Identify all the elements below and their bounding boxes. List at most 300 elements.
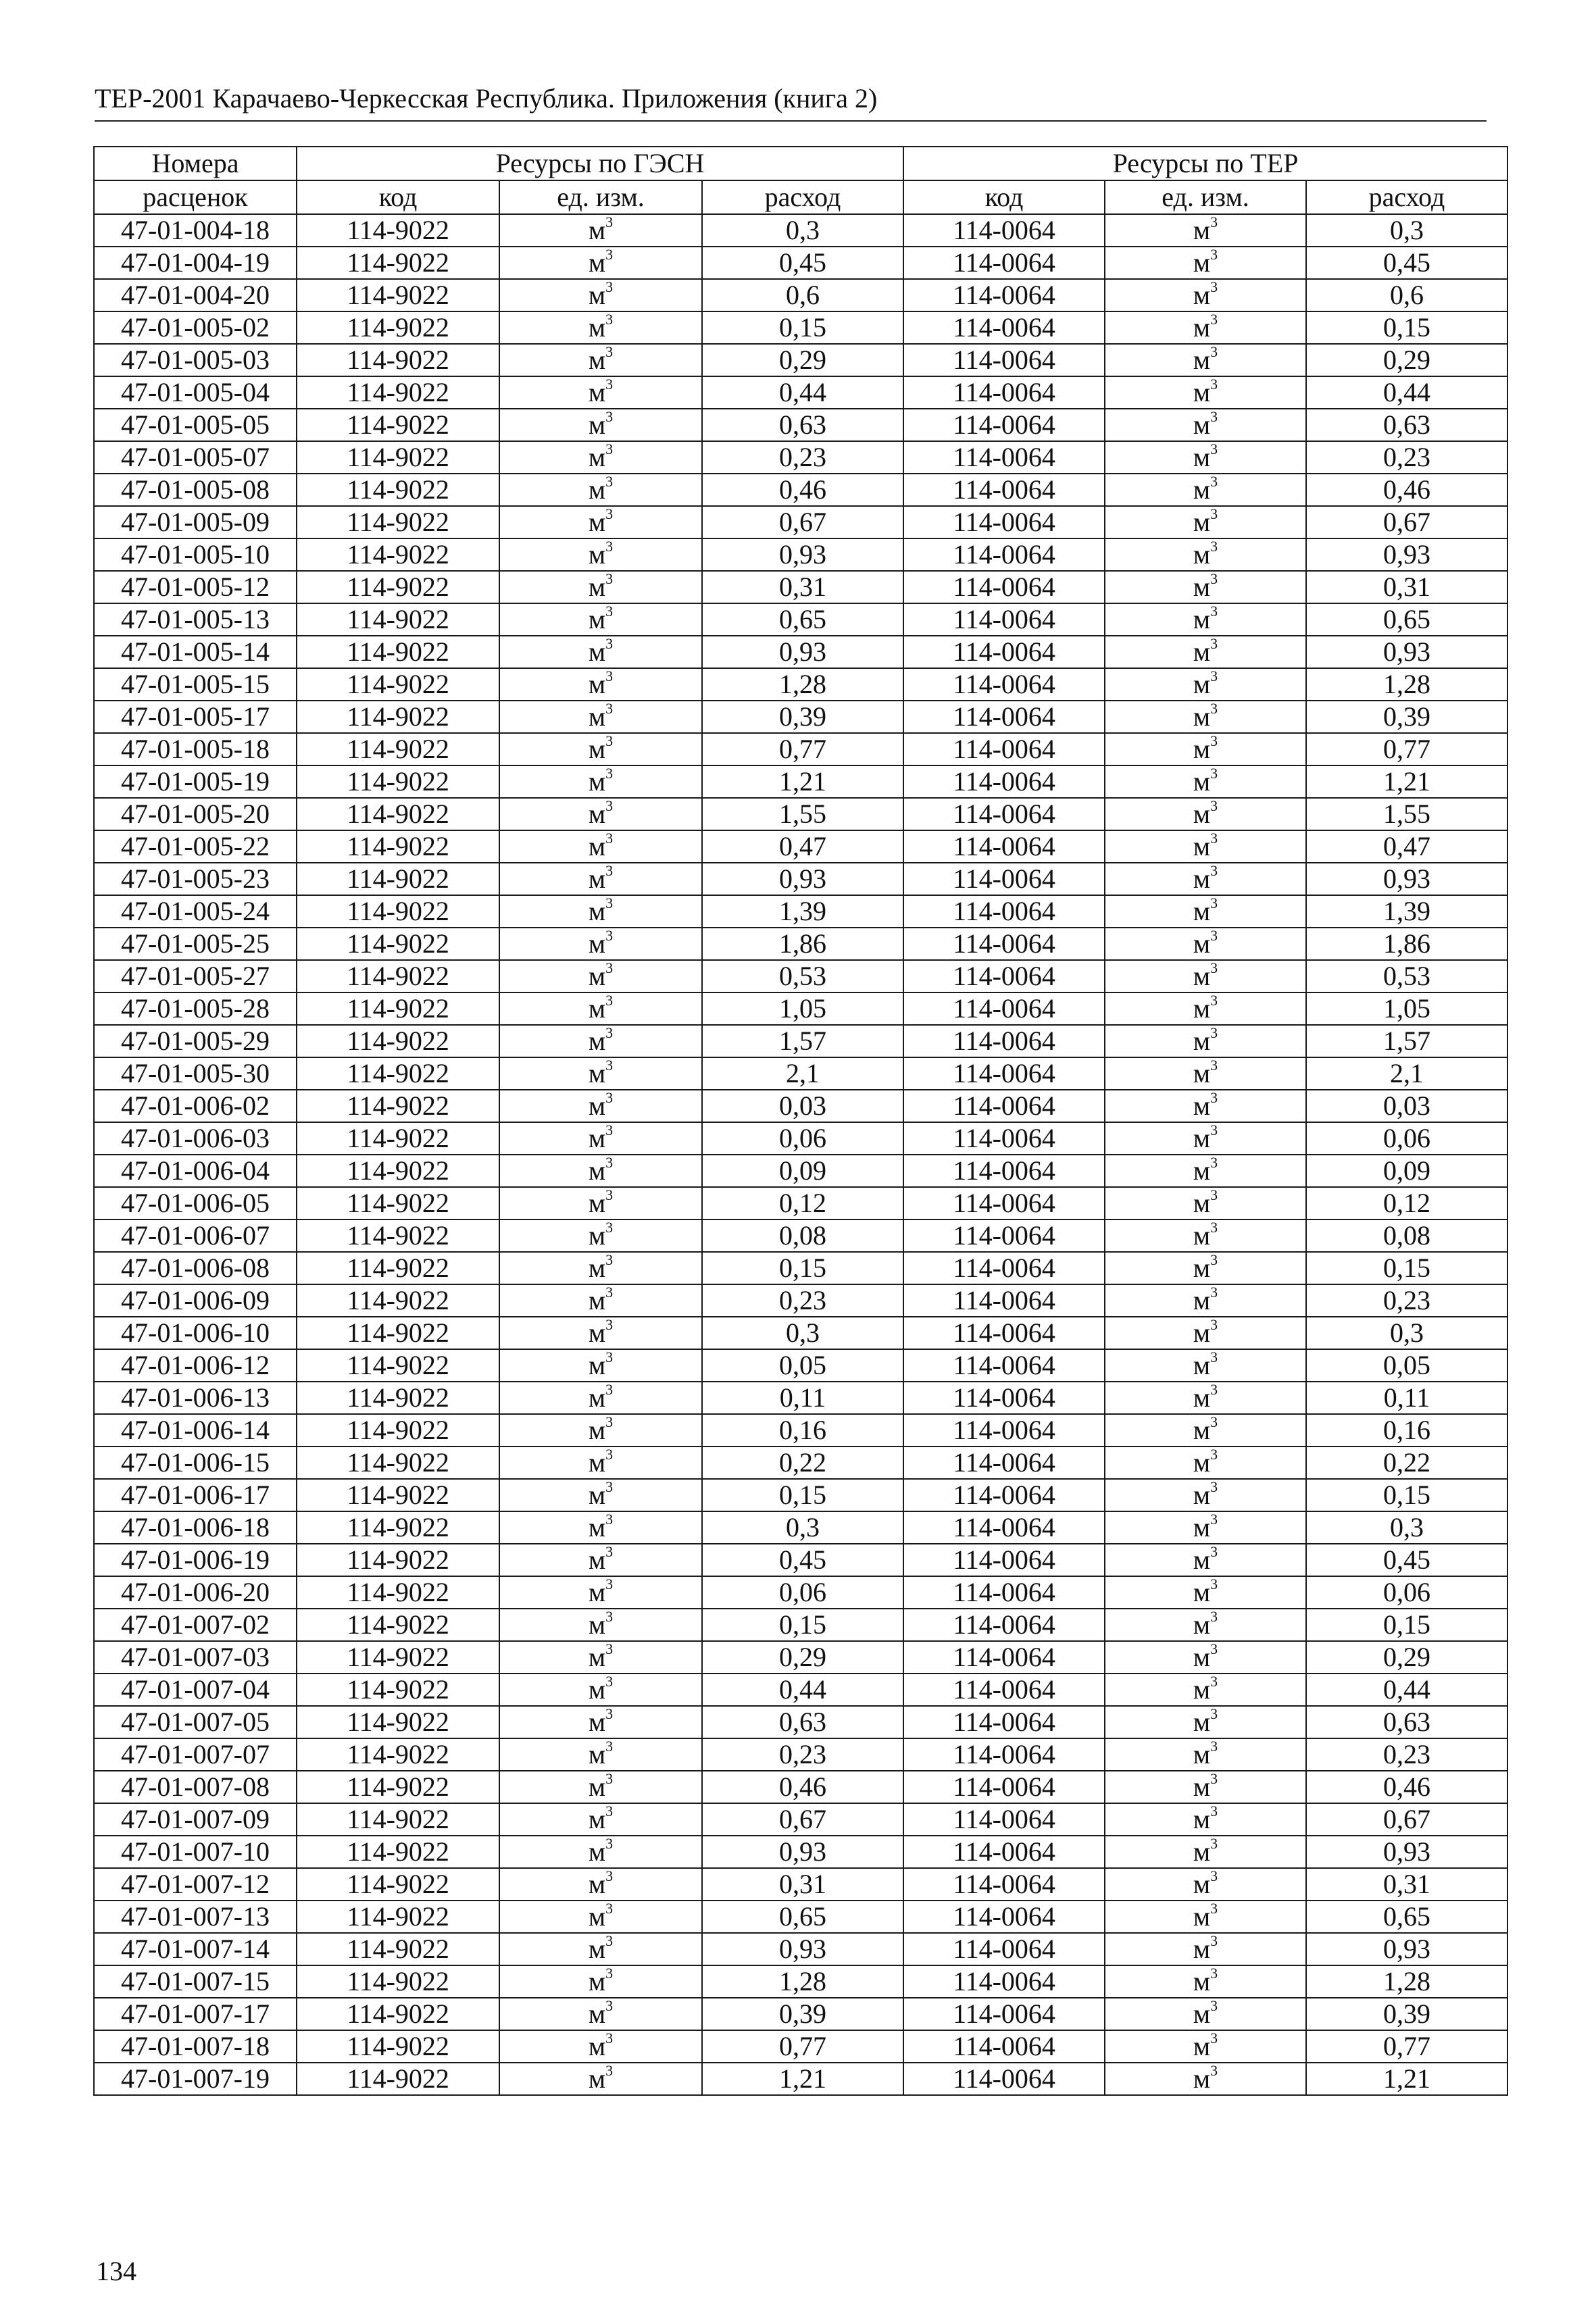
unit-exponent: 3 <box>605 960 614 976</box>
table-body <box>94 214 1507 2095</box>
gesn-code-cell: 114-9022 <box>297 668 499 701</box>
unit-base: м <box>1193 1642 1211 1672</box>
unit-exponent: 3 <box>605 928 614 944</box>
ter-qty-cell: 0,12 <box>1306 1187 1507 1219</box>
unit-exponent: 3 <box>1210 279 1218 295</box>
gesn-unit-cell <box>499 311 702 344</box>
rate-number-cell: 47-01-004-19 <box>94 247 297 279</box>
ter-code-cell: 114-0064 <box>903 214 1105 247</box>
unit-exponent: 3 <box>1210 571 1218 587</box>
ter-qty-cell: 0,44 <box>1306 1674 1507 1706</box>
ter-qty-cell: 0,6 <box>1306 279 1507 311</box>
gesn-unit-cell <box>499 830 702 863</box>
gesn-unit-cell <box>499 765 702 798</box>
unit-base: м <box>588 1155 606 1186</box>
gesn-qty-cell: 0,15 <box>702 1479 903 1511</box>
gesn-code-cell: 114-9022 <box>297 214 499 247</box>
ter-qty-cell: 0,93 <box>1306 538 1507 571</box>
unit-exponent: 3 <box>605 636 614 652</box>
gesn-code-cell: 114-9022 <box>297 1187 499 1219</box>
gesn-qty-cell: 0,06 <box>702 1122 903 1155</box>
gesn-code-cell: 114-9022 <box>297 1836 499 1868</box>
table-row <box>94 1609 1507 1641</box>
gesn-code-cell: 114-9022 <box>297 344 499 376</box>
gesn-qty-cell: 0,08 <box>702 1219 903 1252</box>
rate-number-cell: 47-01-007-05 <box>94 1706 297 1738</box>
unit-base: м <box>1193 1253 1211 1283</box>
gesn-code-cell: 114-9022 <box>297 1252 499 1284</box>
table-row <box>94 798 1507 830</box>
gesn-code-cell: 114-9022 <box>297 1609 499 1641</box>
gesn-qty-cell: 0,65 <box>702 603 903 636</box>
unit-exponent: 3 <box>605 1414 614 1430</box>
unit-base: м <box>588 1512 606 1542</box>
unit-exponent: 3 <box>1210 701 1218 717</box>
unit-exponent: 3 <box>605 311 614 328</box>
gesn-unit-cell <box>499 247 702 279</box>
ter-code-cell: 114-0064 <box>903 1479 1105 1511</box>
unit-base: м <box>1193 1058 1211 1088</box>
unit-base: м <box>588 1901 606 1932</box>
ter-code-cell: 114-0064 <box>903 1674 1105 1706</box>
ter-unit-cell <box>1105 668 1306 701</box>
rate-number-cell: 47-01-005-30 <box>94 1057 297 1090</box>
ter-qty-cell: 0,15 <box>1306 1479 1507 1511</box>
ter-unit-cell <box>1105 1057 1306 1090</box>
gesn-code-cell: 114-9022 <box>297 765 499 798</box>
gesn-unit-cell <box>499 1511 702 1544</box>
rate-number-cell: 47-01-005-13 <box>94 603 297 636</box>
ter-unit-cell <box>1105 1576 1306 1609</box>
header-divider <box>95 120 1487 122</box>
unit-base: м <box>1193 766 1211 797</box>
table-row <box>94 214 1507 247</box>
gesn-unit-cell <box>499 1836 702 1868</box>
ter-unit-cell <box>1105 311 1306 344</box>
unit-exponent: 3 <box>1210 603 1218 620</box>
unit-base: м <box>1193 1771 1211 1802</box>
table-row <box>94 1252 1507 1284</box>
ter-unit-cell <box>1105 830 1306 863</box>
unit-exponent: 3 <box>1210 1706 1218 1722</box>
gesn-code-cell: 114-9022 <box>297 1771 499 1803</box>
rate-number-cell: 47-01-006-07 <box>94 1219 297 1252</box>
ter-unit-cell <box>1105 1674 1306 1706</box>
unit-exponent: 3 <box>605 279 614 295</box>
ter-qty-cell: 1,21 <box>1306 765 1507 798</box>
ter-unit-cell <box>1105 1609 1306 1641</box>
gesn-unit-cell <box>499 1414 702 1447</box>
gesn-code-cell: 114-9022 <box>297 474 499 506</box>
rate-number-cell: 47-01-006-20 <box>94 1576 297 1609</box>
unit-base: м <box>1193 1804 1211 1834</box>
unit-exponent: 3 <box>1210 1965 1218 1982</box>
table-row <box>94 376 1507 409</box>
gesn-unit-cell <box>499 1803 702 1836</box>
unit-exponent: 3 <box>1210 311 1218 328</box>
rate-number-cell: 47-01-005-05 <box>94 409 297 441</box>
ter-qty-cell: 0,63 <box>1306 1706 1507 1738</box>
table-row <box>94 1901 1507 1933</box>
unit-base: м <box>588 669 606 699</box>
gesn-code-cell: 114-9022 <box>297 1706 499 1738</box>
rate-number-cell: 47-01-007-12 <box>94 1868 297 1901</box>
ter-qty-cell: 0,46 <box>1306 474 1507 506</box>
unit-base: м <box>588 572 606 602</box>
ter-qty-cell: 0,31 <box>1306 571 1507 603</box>
unit-base: м <box>1193 572 1211 602</box>
table-row <box>94 1447 1507 1479</box>
table-row <box>94 247 1507 279</box>
unit-exponent: 3 <box>1210 733 1218 749</box>
ter-code-cell: 114-0064 <box>903 1057 1105 1090</box>
unit-base: м <box>1193 961 1211 991</box>
gesn-code-cell: 114-9022 <box>297 1868 499 1901</box>
gesn-unit-cell <box>499 1155 702 1187</box>
gesn-qty-cell: 0,29 <box>702 1641 903 1674</box>
gesn-qty-cell: 0,15 <box>702 1252 903 1284</box>
unit-base: м <box>588 1804 606 1834</box>
gesn-qty-cell: 1,39 <box>702 895 903 928</box>
table-row <box>94 1803 1507 1836</box>
rate-number-cell: 47-01-006-17 <box>94 1479 297 1511</box>
table-row <box>94 279 1507 311</box>
table-row <box>94 1382 1507 1414</box>
ter-code-cell: 114-0064 <box>903 538 1105 571</box>
ter-qty-cell: 0,47 <box>1306 830 1507 863</box>
unit-base: м <box>1193 1739 1211 1769</box>
gesn-qty-cell: 1,21 <box>702 2063 903 2095</box>
gesn-code-cell: 114-9022 <box>297 830 499 863</box>
ter-code-cell: 114-0064 <box>903 1576 1105 1609</box>
unit-exponent: 3 <box>605 247 614 263</box>
unit-base: м <box>588 1350 606 1380</box>
unit-exponent: 3 <box>1210 1511 1218 1528</box>
ter-code-cell: 114-0064 <box>903 863 1105 895</box>
rate-number-cell: 47-01-006-08 <box>94 1252 297 1284</box>
unit-exponent: 3 <box>1210 344 1218 360</box>
unit-exponent: 3 <box>1210 1933 1218 1949</box>
ter-qty-cell: 0,67 <box>1306 1803 1507 1836</box>
ter-qty-cell: 0,44 <box>1306 376 1507 409</box>
table-row <box>94 344 1507 376</box>
unit-exponent: 3 <box>605 1511 614 1528</box>
rate-number-cell: 47-01-005-24 <box>94 895 297 928</box>
ter-qty-cell: 1,55 <box>1306 798 1507 830</box>
gesn-code-cell: 114-9022 <box>297 1025 499 1057</box>
gesn-unit-cell <box>499 603 702 636</box>
ter-code-cell: 114-0064 <box>903 279 1105 311</box>
table-row <box>94 2030 1507 2063</box>
table-row <box>94 1155 1507 1187</box>
unit-exponent: 3 <box>605 441 614 457</box>
unit-base: м <box>588 1998 606 2029</box>
gesn-unit-cell <box>499 928 702 960</box>
rate-number-cell: 47-01-006-02 <box>94 1090 297 1122</box>
ter-unit-cell <box>1105 1349 1306 1382</box>
unit-base: м <box>588 961 606 991</box>
unit-base: м <box>1193 1188 1211 1218</box>
rate-number-cell: 47-01-005-18 <box>94 733 297 765</box>
gesn-unit-cell <box>499 1998 702 2030</box>
gesn-unit-cell <box>499 1187 702 1219</box>
unit-exponent: 3 <box>1210 2030 1218 2046</box>
ter-qty-cell: 0,23 <box>1306 1284 1507 1317</box>
rate-number-cell: 47-01-005-29 <box>94 1025 297 1057</box>
gesn-qty-cell: 0,03 <box>702 1090 903 1122</box>
unit-exponent: 3 <box>605 701 614 717</box>
ter-unit-cell <box>1105 409 1306 441</box>
ter-unit-cell <box>1105 1382 1306 1414</box>
gesn-qty-cell: 0,3 <box>702 1317 903 1349</box>
gesn-qty-cell: 0,46 <box>702 1771 903 1803</box>
table-row <box>94 1025 1507 1057</box>
ter-unit-cell <box>1105 214 1306 247</box>
col-header-gesn-qty: расход <box>702 180 903 214</box>
ter-unit-cell <box>1105 344 1306 376</box>
table-row <box>94 1122 1507 1155</box>
table-row <box>94 1965 1507 1998</box>
ter-code-cell: 114-0064 <box>903 1544 1105 1576</box>
ter-unit-cell <box>1105 441 1306 474</box>
ter-qty-cell: 0,06 <box>1306 1122 1507 1155</box>
gesn-code-cell: 114-9022 <box>297 1965 499 1998</box>
unit-exponent: 3 <box>605 1025 614 1041</box>
ter-qty-cell: 0,08 <box>1306 1219 1507 1252</box>
gesn-qty-cell: 0,44 <box>702 1674 903 1706</box>
unit-exponent: 3 <box>1210 1057 1218 1074</box>
gesn-code-cell: 114-9022 <box>297 1803 499 1836</box>
ter-unit-cell <box>1105 1122 1306 1155</box>
rate-number-cell: 47-01-007-13 <box>94 1901 297 1933</box>
gesn-qty-cell: 0,93 <box>702 636 903 668</box>
unit-base: м <box>1193 799 1211 829</box>
ter-unit-cell <box>1105 376 1306 409</box>
unit-exponent: 3 <box>1210 928 1218 944</box>
gesn-unit-cell <box>499 279 702 311</box>
ter-code-cell: 114-0064 <box>903 344 1105 376</box>
table-header <box>94 147 1507 214</box>
ter-qty-cell: 0,39 <box>1306 1998 1507 2030</box>
ter-code-cell: 114-0064 <box>903 1901 1105 1933</box>
rate-number-cell: 47-01-007-17 <box>94 1998 297 2030</box>
gesn-qty-cell: 0,67 <box>702 506 903 538</box>
ter-code-cell: 114-0064 <box>903 376 1105 409</box>
ter-qty-cell: 0,39 <box>1306 701 1507 733</box>
ter-unit-cell <box>1105 1933 1306 1965</box>
ter-unit-cell <box>1105 2063 1306 2095</box>
unit-base: м <box>588 831 606 861</box>
unit-base: м <box>1193 215 1211 245</box>
ter-code-cell: 114-0064 <box>903 733 1105 765</box>
unit-base: м <box>588 1771 606 1802</box>
unit-base: м <box>588 1447 606 1478</box>
ter-qty-cell: 1,86 <box>1306 928 1507 960</box>
unit-base: м <box>1193 1415 1211 1445</box>
ter-code-cell: 114-0064 <box>903 1868 1105 1901</box>
gesn-code-cell: 114-9022 <box>297 733 499 765</box>
gesn-qty-cell: 0,16 <box>702 1414 903 1447</box>
ter-code-cell: 114-0064 <box>903 1025 1105 1057</box>
ter-unit-cell <box>1105 1317 1306 1349</box>
unit-base: м <box>588 1317 606 1348</box>
unit-exponent: 3 <box>1210 636 1218 652</box>
gesn-qty-cell: 0,67 <box>702 1803 903 1836</box>
gesn-qty-cell: 0,31 <box>702 1868 903 1901</box>
ter-unit-cell <box>1105 1803 1306 1836</box>
unit-base: м <box>588 507 606 537</box>
ter-unit-cell <box>1105 1479 1306 1511</box>
unit-base: м <box>588 636 606 667</box>
unit-base: м <box>1193 345 1211 375</box>
ter-unit-cell <box>1105 1252 1306 1284</box>
unit-base: м <box>1193 1480 1211 1510</box>
rate-number-cell: 47-01-005-20 <box>94 798 297 830</box>
gesn-unit-cell <box>499 960 702 992</box>
gesn-unit-cell <box>499 1965 702 1998</box>
unit-base: м <box>1193 896 1211 926</box>
gesn-qty-cell: 0,15 <box>702 311 903 344</box>
rate-number-cell: 47-01-005-19 <box>94 765 297 798</box>
gesn-code-cell: 114-9022 <box>297 1641 499 1674</box>
table-row <box>94 1544 1507 1576</box>
rate-number-cell: 47-01-007-08 <box>94 1771 297 1803</box>
unit-base: м <box>1193 539 1211 570</box>
unit-base: м <box>588 1285 606 1315</box>
unit-exponent: 3 <box>605 409 614 425</box>
unit-exponent: 3 <box>1210 1609 1218 1625</box>
unit-exponent: 3 <box>605 506 614 522</box>
unit-exponent: 3 <box>605 1803 614 1819</box>
unit-exponent: 3 <box>605 1187 614 1203</box>
ter-code-cell: 114-0064 <box>903 1414 1105 1447</box>
ter-qty-cell: 0,16 <box>1306 1414 1507 1447</box>
unit-base: м <box>1193 1512 1211 1542</box>
unit-exponent: 3 <box>1210 1998 1218 2014</box>
unit-base: м <box>588 345 606 375</box>
unit-exponent: 3 <box>1210 1090 1218 1106</box>
unit-base: м <box>1193 604 1211 634</box>
unit-base: м <box>1193 2063 1211 2094</box>
unit-exponent: 3 <box>605 603 614 620</box>
rate-number-cell: 47-01-005-08 <box>94 474 297 506</box>
ter-code-cell: 114-0064 <box>903 1187 1105 1219</box>
unit-exponent: 3 <box>605 798 614 814</box>
unit-base: м <box>588 896 606 926</box>
gesn-unit-cell <box>499 1901 702 1933</box>
ter-unit-cell <box>1105 733 1306 765</box>
ter-qty-cell: 1,57 <box>1306 1025 1507 1057</box>
unit-base: м <box>1193 2031 1211 2061</box>
unit-base: м <box>588 409 606 440</box>
table-row <box>94 1771 1507 1803</box>
ter-code-cell: 114-0064 <box>903 1122 1105 1155</box>
ter-qty-cell: 0,46 <box>1306 1771 1507 1803</box>
rate-number-cell: 47-01-005-25 <box>94 928 297 960</box>
rate-number-cell: 47-01-006-03 <box>94 1122 297 1155</box>
unit-base: м <box>1193 1220 1211 1251</box>
ter-code-cell: 114-0064 <box>903 928 1105 960</box>
ter-unit-cell <box>1105 1187 1306 1219</box>
rate-number-cell: 47-01-005-12 <box>94 571 297 603</box>
unit-exponent: 3 <box>1210 863 1218 879</box>
col-header-gesn-unit: ед. изм. <box>499 180 702 214</box>
unit-base: м <box>588 2063 606 2094</box>
gesn-code-cell: 114-9022 <box>297 603 499 636</box>
ter-unit-cell <box>1105 538 1306 571</box>
ter-qty-cell: 0,09 <box>1306 1155 1507 1187</box>
ter-qty-cell: 1,28 <box>1306 668 1507 701</box>
ter-unit-cell <box>1105 798 1306 830</box>
gesn-code-cell: 114-9022 <box>297 2030 499 2063</box>
table-row <box>94 765 1507 798</box>
gesn-qty-cell: 1,28 <box>702 1965 903 1998</box>
gesn-code-cell: 114-9022 <box>297 1901 499 1933</box>
gesn-code-cell: 114-9022 <box>297 1933 499 1965</box>
table-row <box>94 1090 1507 1122</box>
ter-code-cell: 114-0064 <box>903 1511 1105 1544</box>
rate-number-cell: 47-01-006-19 <box>94 1544 297 1576</box>
unit-base: м <box>1193 1966 1211 1996</box>
table-row <box>94 1349 1507 1382</box>
gesn-unit-cell <box>499 1674 702 1706</box>
ter-code-cell: 114-0064 <box>903 992 1105 1025</box>
gesn-unit-cell <box>499 1122 702 1155</box>
unit-base: м <box>1193 377 1211 407</box>
gesn-code-cell: 114-9022 <box>297 960 499 992</box>
unit-base: м <box>588 474 606 505</box>
unit-base: м <box>1193 1674 1211 1705</box>
unit-exponent: 3 <box>605 668 614 684</box>
unit-base: м <box>588 215 606 245</box>
rate-number-cell: 47-01-005-09 <box>94 506 297 538</box>
table-row <box>94 928 1507 960</box>
col-header-ter-unit: ед. изм. <box>1105 180 1306 214</box>
ter-qty-cell: 0,65 <box>1306 1901 1507 1933</box>
ter-code-cell: 114-0064 <box>903 1933 1105 1965</box>
col-header-rate-numbers-top: Номера <box>94 147 297 180</box>
unit-exponent: 3 <box>605 1706 614 1722</box>
unit-exponent: 3 <box>1210 830 1218 847</box>
gesn-qty-cell: 0,47 <box>702 830 903 863</box>
gesn-qty-cell: 0,45 <box>702 247 903 279</box>
ter-unit-cell <box>1105 2030 1306 2063</box>
ter-code-cell: 114-0064 <box>903 1284 1105 1317</box>
rate-number-cell: 47-01-006-09 <box>94 1284 297 1317</box>
unit-exponent: 3 <box>605 1771 614 1787</box>
ter-unit-cell <box>1105 1447 1306 1479</box>
unit-exponent: 3 <box>1210 1901 1218 1917</box>
unit-exponent: 3 <box>1210 247 1218 263</box>
ter-code-cell: 114-0064 <box>903 798 1105 830</box>
ter-unit-cell <box>1105 603 1306 636</box>
unit-exponent: 3 <box>1210 538 1218 555</box>
ter-code-cell: 114-0064 <box>903 441 1105 474</box>
gesn-code-cell: 114-9022 <box>297 1057 499 1090</box>
unit-exponent: 3 <box>1210 1868 1218 1884</box>
unit-exponent: 3 <box>1210 1576 1218 1592</box>
unit-base: м <box>588 1220 606 1251</box>
unit-base: м <box>588 1188 606 1218</box>
gesn-code-cell: 114-9022 <box>297 1317 499 1349</box>
unit-exponent: 3 <box>605 1479 614 1495</box>
unit-base: м <box>1193 1026 1211 1056</box>
table-row <box>94 571 1507 603</box>
unit-exponent: 3 <box>605 1284 614 1301</box>
table-row <box>94 1868 1507 1901</box>
rate-number-cell: 47-01-007-19 <box>94 2063 297 2095</box>
unit-exponent: 3 <box>605 1576 614 1592</box>
